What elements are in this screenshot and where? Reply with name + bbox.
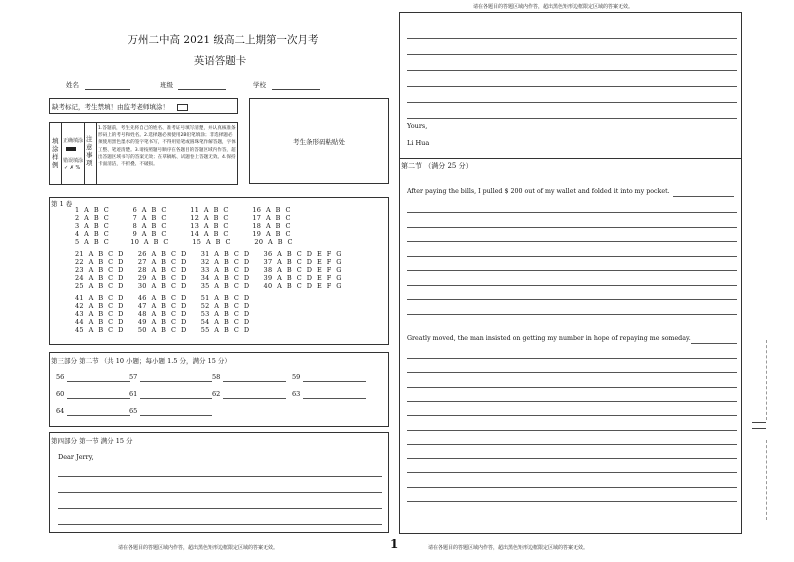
section2-title: 第二节 （满分 25 分） xyxy=(401,162,473,170)
blank-number: 60 xyxy=(56,390,65,398)
blank-number: 61 xyxy=(129,390,138,398)
wrong-fill-label: 错误填涂 xyxy=(63,158,84,164)
right-answer-box xyxy=(399,12,742,534)
part3-title: 第三部分 第二节 （共 10 小题；每小题 1.5 分，满分 15 分） xyxy=(51,357,231,365)
writing-line[interactable] xyxy=(407,387,737,388)
choice-row[interactable]: 21 A B C D 26 A B C D 31 A B C D 36 A B C D E F G xyxy=(75,250,342,258)
absent-box xyxy=(49,98,238,114)
blank-number: 64 xyxy=(56,407,65,415)
blank-line[interactable] xyxy=(67,415,130,416)
blank-line[interactable] xyxy=(223,381,286,382)
writing-line[interactable] xyxy=(407,501,737,502)
blank-number: 65 xyxy=(129,407,138,415)
writing-line[interactable] xyxy=(58,524,382,525)
blank-line[interactable] xyxy=(223,398,286,399)
binding-mark xyxy=(752,422,766,423)
writing-line[interactable] xyxy=(407,285,737,286)
writing-line[interactable] xyxy=(407,227,737,228)
writing-line[interactable] xyxy=(407,458,737,459)
choice-row[interactable]: 41 A B C D 46 A B C D 51 A B C D xyxy=(75,294,250,302)
part1-title: 第 1 卷 xyxy=(51,200,73,208)
signature: Li Hua xyxy=(407,139,430,147)
writing-line[interactable] xyxy=(407,487,737,488)
blank-line[interactable] xyxy=(67,398,130,399)
blank-number: 56 xyxy=(56,373,65,381)
absent-checkbox[interactable] xyxy=(177,104,188,111)
writing-line[interactable] xyxy=(407,256,737,257)
writing-line[interactable] xyxy=(407,444,737,445)
correct-fill-label: 正确填涂 xyxy=(63,138,84,144)
part4-title: 第四部分 第一节 满分 15 分 xyxy=(51,437,133,445)
binding-mark xyxy=(766,440,768,520)
binding-mark xyxy=(766,340,768,420)
footer-notice: 请在各题目的答题区域内作答，超出黑色矩形边框限定区域的答案无效。 xyxy=(118,545,279,551)
barcode-text: 考生条形码粘贴处 xyxy=(293,138,345,146)
writing-line[interactable] xyxy=(407,314,737,315)
blank-line[interactable] xyxy=(140,381,212,382)
blank-number: 62 xyxy=(212,390,221,398)
writing-line[interactable] xyxy=(407,270,737,271)
correct-fill-mark xyxy=(66,147,76,151)
choice-row[interactable]: 22 A B C D 27 A B C D 32 A B C D 37 A B C D E F G xyxy=(75,258,342,266)
choice-row[interactable]: 24 A B C D 29 A B C D 34 A B C D 39 A B C D E F G xyxy=(75,274,342,282)
fill-example-box xyxy=(49,122,238,185)
writing-line[interactable] xyxy=(407,430,737,431)
writing-line[interactable] xyxy=(407,241,737,242)
name-field[interactable] xyxy=(85,89,130,90)
writing-line[interactable] xyxy=(673,196,734,197)
writing-line[interactable] xyxy=(58,476,382,477)
writing-line[interactable] xyxy=(407,401,737,402)
writing-line[interactable] xyxy=(407,415,737,416)
writing-line[interactable] xyxy=(407,299,737,300)
exam-title: 万州二中高 2021 级高二上期第一次月考 xyxy=(127,34,319,46)
choice-row[interactable]: 4 A B C 9 A B C 14 A B C 19 A B C xyxy=(75,230,291,238)
choice-row[interactable]: 25 A B C D 30 A B C D 35 A B C D 40 A B C D E F G xyxy=(75,282,342,290)
blank-line[interactable] xyxy=(140,398,212,399)
part3-box xyxy=(49,352,389,427)
choice-row[interactable]: 2 A B C 7 A B C 12 A B C 17 A B C xyxy=(75,214,291,222)
choice-row[interactable]: 44 A B C D 49 A B C D 54 A B C D xyxy=(75,318,250,326)
greeting: Dear Jerry, xyxy=(58,453,94,461)
notice-label: 注意事项 xyxy=(86,135,93,167)
writing-line[interactable] xyxy=(58,508,382,509)
choice-row[interactable]: 23 A B C D 28 A B C D 33 A B C D 38 A B C D E F G xyxy=(75,266,342,274)
part4-box xyxy=(49,432,389,533)
writing-line[interactable] xyxy=(407,358,737,359)
notice-text: 1.答题前，考生先将自己的姓名、准考证号填写清楚，并认真核准条形码上的考号和姓名。2.选择题必须使用2B铅笔填涂；非选择题必须使用黑色墨水的签字笔书写，不得用铅笔或圆珠笔作解答题，字体工整、笔迹清楚。3.请按照题号顺序在各题目的答题区域内作答，超出答题区域书写的答案无效；在草稿纸、试题卷上答题无效。4.保持卡面清洁，不折叠、不破损。 xyxy=(98,126,236,168)
blank-line[interactable] xyxy=(67,381,130,382)
blank-line[interactable] xyxy=(140,415,212,416)
writing-line[interactable] xyxy=(407,38,737,39)
binding-mark xyxy=(752,428,766,429)
choice-row[interactable]: 1 A B C 6 A B C 11 A B C 16 A B C xyxy=(75,206,291,214)
writing-line[interactable] xyxy=(407,102,737,103)
class-label: 班级 xyxy=(160,81,173,89)
wrong-fill-marks: ✓ ✗ % xyxy=(64,165,81,171)
choice-row[interactable]: 3 A B C 8 A B C 13 A B C 18 A B C xyxy=(75,222,291,230)
writing-line[interactable] xyxy=(407,70,737,71)
school-label: 学校 xyxy=(253,81,266,89)
blank-number: 63 xyxy=(292,390,301,398)
page-number: 1 xyxy=(390,537,399,551)
writing-line[interactable] xyxy=(58,492,382,493)
exam-subtitle: 英语答题卡 xyxy=(193,55,247,67)
choice-row[interactable]: 43 A B C D 48 A B C D 53 A B C D xyxy=(75,310,250,318)
part1-box xyxy=(49,197,389,345)
header-notice: 请在各题目的答题区域内作答，超出黑色矩形边框限定区域的答案无效。 xyxy=(473,4,634,10)
name-label: 姓名 xyxy=(66,81,79,89)
continuation-para1: After paying the bills, I pulled $ 200 out of my wallet and folded it into my pocket. xyxy=(407,188,670,195)
barcode-area xyxy=(249,98,389,184)
blank-number: 59 xyxy=(292,373,301,381)
writing-line[interactable] xyxy=(407,86,737,87)
closing: Yours, xyxy=(407,122,428,130)
writing-line[interactable] xyxy=(407,372,737,373)
writing-line[interactable] xyxy=(407,472,737,473)
class-field[interactable] xyxy=(178,89,226,90)
choice-row[interactable]: 45 A B C D 50 A B C D 55 A B C D xyxy=(75,326,250,334)
blank-line[interactable] xyxy=(303,398,366,399)
blank-line[interactable] xyxy=(303,381,366,382)
blank-number: 58 xyxy=(212,373,221,381)
writing-line[interactable] xyxy=(691,343,737,344)
writing-line[interactable] xyxy=(407,212,737,213)
school-field[interactable] xyxy=(272,89,320,90)
continuation-para2: Greatly moved, the man insisted on getting my number in hope of repaying me someday. xyxy=(407,335,691,342)
writing-line[interactable] xyxy=(407,118,737,119)
choice-row[interactable]: 5 A B C 10 A B C 15 A B C 20 A B C xyxy=(75,238,293,246)
absent-text: 缺考标记，考生禁填！由监考老师填涂！ xyxy=(52,103,169,111)
footer-notice-right: 请在各题目的答题区域内作答，超出黑色矩形边框限定区域的答案无效。 xyxy=(428,545,589,551)
choice-row[interactable]: 42 A B C D 47 A B C D 52 A B C D xyxy=(75,302,250,310)
writing-line[interactable] xyxy=(407,54,737,55)
fill-example-label: 填涂样例 xyxy=(52,137,59,169)
blank-number: 57 xyxy=(129,373,138,381)
